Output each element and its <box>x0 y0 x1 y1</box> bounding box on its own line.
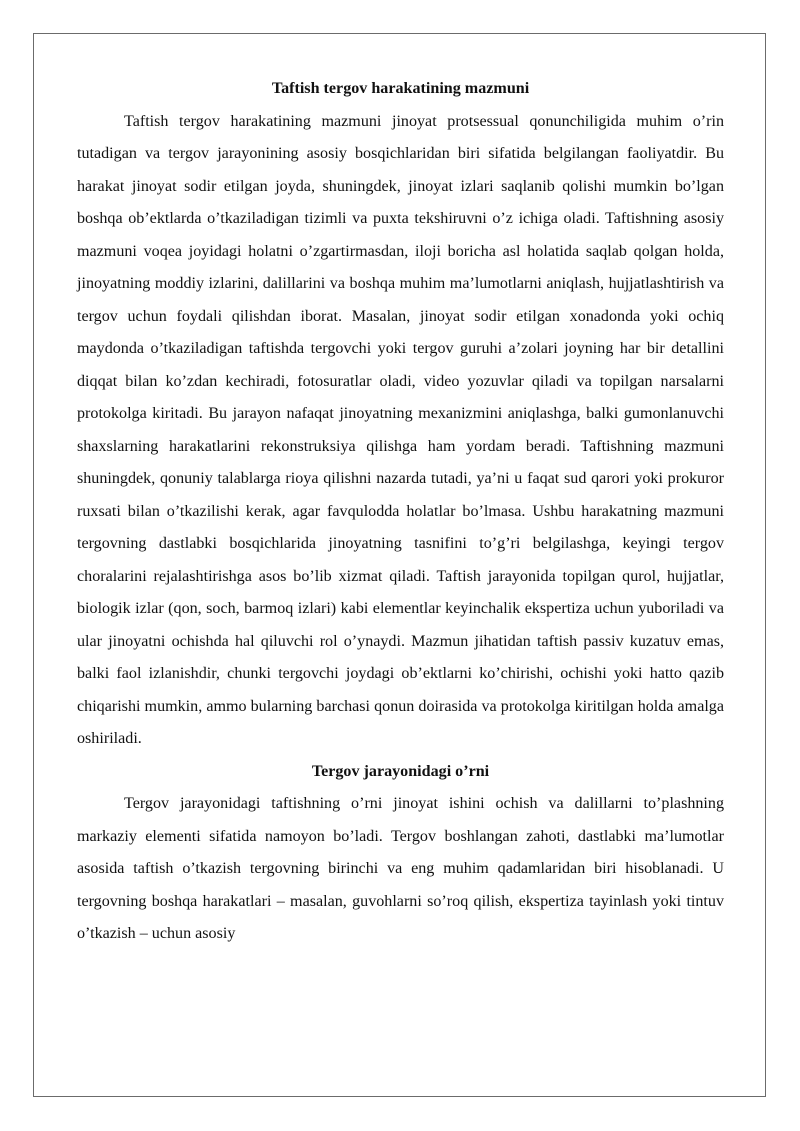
section-paragraph-role: Tergov jarayonidagi taftishning o’rni jinoyat ishini ochish va dalillarni to’plashning markaziy elementi sifatida namoyon bo’ladi. Tergov boshlangan zahoti, dastlabki ma’lumotlar asosida taftish o’tkazish tergovning birinchi va eng muhim qadamlaridan biri hisoblanadi. U tergovning boshqa harakatlari – masalan, guvohlarni so’roq qilish, ekspertiza tayinlash yoki tintuv o’tkazish – uchun asosiy <box>77 795 724 942</box>
section-paragraph-content: Taftish tergov harakatining mazmuni jinoyat protsessual qonunchiligida muhim o’rin tutadigan va tergov jarayonining asosiy bosqichlaridan biri sifatida belgilangan faoliyatdir. Bu harakat jinoyat sodir etilgan joyda, shuningdek, jinoyat izlari saqlanib qolishi mumkin bo’lgan boshqa ob’ektlarda o’tkaziladigan tizimli va puxta tekshiruvni o’z ichiga oladi. Taftishning asosiy mazmuni voqea joyidagi holatni o’zgartirmasdan, iloji boricha asl holatida saqlab qolgan holda, jinoyatning moddiy izlarini, dalillarini va boshqa muhim ma’lumotlarni aniqlash, hujjatlashtirish va tergov uchun foydali qilishdan iborat. Masalan, jinoyat sodir etilgan xonadonda yoki ochiq maydonda o’tkaziladigan taftishda tergovchi yoki tergov guruhi a’zolari joyning har bir detallini diqqat bilan ko’zdan kechiradi, fotosuratlar oladi, video yozuvlar qiladi va topilgan narsalarni protokolga kiritadi. Bu jarayon nafaqat jinoyatning mexanizmini aniqlashga, balki gumonlanuvchi shaxslarning harakatlarini rekonstruksiya qilishga ham yordam beradi. Taftishning mazmuni shuningdek, qonuniy talablarga rioya qilishni nazarda tutadi, ya’ni u faqat sud qarori yoki prokuror ruxsati bilan o’tkazilishi kerak, agar favqulodda holatlar bo’lmasa. Ushbu harakatning mazmuni tergovning dastlabki bosqichlarida jinoyatning tasnifini to’g’ri belgilashga, keyingi tergov choralarini rejalashtirishga asos bo’lib xizmat qiladi. Taftish jarayonida topilgan qurol, hujjatlar, biologik izlar (qon, soch, barmoq izlari) kabi elementlar keyinchalik ekspertiza uchun yuboriladi va ular jinoyatni ochishda hal qiluvchi rol o’ynaydi. Mazmun jihatidan taftish passiv kuzatuv emas, balki faol izlanishdir, chunki tergovchi joydagi ob’ektlarni ko’chirishi, ochishi yoki hatto qazib chiqarishi mumkin, ammo bularning barchasi qonun doirasida va protokolga kiritilgan holda amalga oshiriladi. <box>77 112 724 747</box>
document-body <box>77 73 724 951</box>
section-heading-role: Tergov jarayonidagi o’rni <box>311 762 490 780</box>
section-heading-content: Taftish tergov harakatining mazmuni <box>271 80 530 97</box>
